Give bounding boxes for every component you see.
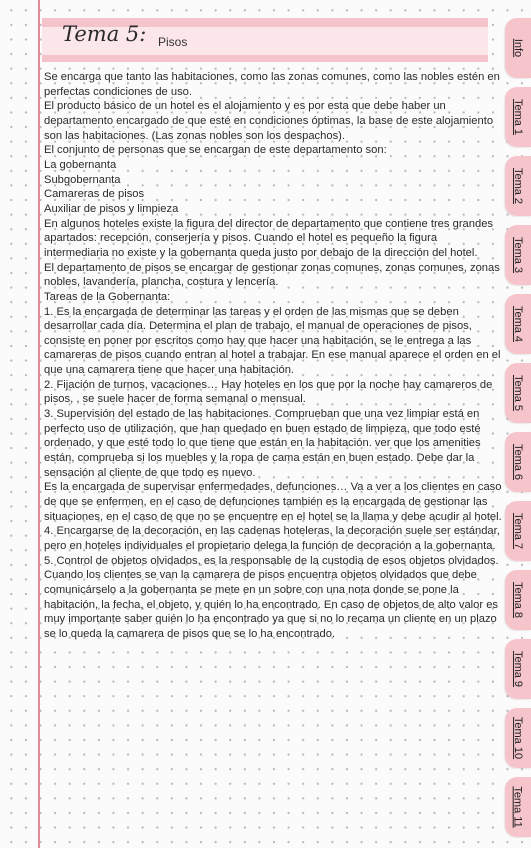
list-item: Camareras de pisos [44, 188, 145, 201]
tab-tema-8[interactable] [505, 570, 531, 630]
paragraph: Es la encargada de supervisar enfermedades, defunciones… Va a ver a los clientes en caso de que se enfermen, en el caso de defunciones también es la encargada de gestionar las situaciones, en el caso de que no se encuentre en el hotel se la llama y debe acudir al hotel. [44, 481, 502, 523]
tab-tema-3[interactable] [505, 225, 531, 285]
paragraph: En algunos hoteles existe la figura del director de departamento que contiene tres grandes apartados: recepción, conserjería y pisos. Cuando el hotel es pequeño la figura intermediaria no existe y la gobernanta queda justo por debajo de la dirección del hotel. [44, 217, 494, 259]
tab-label: Tema 1 [512, 98, 525, 136]
paragraph: 2. Fijación de turnos, vacaciones… Hay hoteles en los que por la noche hay camareros de pisos, , se suele hacer de forma semanal o mensual. [44, 378, 493, 406]
paragraph: El conjunto de personas que se encargan de este departamento son: [44, 144, 387, 157]
tab-tema-4[interactable] [505, 294, 531, 354]
tab-tema-11[interactable] [505, 777, 531, 837]
tab-label: Info [511, 38, 524, 58]
tab-label: Tema 4 [512, 305, 525, 343]
tab-label: Tema 10 [512, 716, 525, 760]
section-tabs [505, 18, 531, 848]
tab-label: Tema 7 [512, 512, 525, 550]
paragraph: El departamento de pisos se encargar de gestionar zonas comunes, zonas comunes, zonas nobles, lavandería, plancha, costura y lencería. [44, 261, 500, 289]
tab-label: Tema 3 [512, 236, 525, 274]
tab-tema-10[interactable] [505, 708, 531, 768]
paragraph: 4. Encargarse de la decoración, en las cadenas hoteleras, la decoración suele ser estándar, pero en hoteles individuales el propietario delega la función de decoración a la gobernanta. [44, 525, 500, 552]
margin-line [38, 0, 40, 848]
notes-body [44, 70, 502, 642]
paragraph: El producto básico de un hotel es el alojamiento y es por esta que debe haber un departamento encargado de que esté en condiciones óptimas, la base de este alojamiento son las habitaciones. (Las zonas nobles son los despachos). [44, 100, 494, 142]
tab-tema-7[interactable] [505, 501, 531, 561]
paragraph: 1. Es la encargada de determinar las tareas y el orden de las mismas que se deben desarrollar cada día. Determina el plan de trabajo, el manual de operaciones de pisos, consiste en poner por escritos como hay que hacer una habitación, se le entrega a las camareras de pisos cuando entran al hotel a trabajar. En ese manual aparece el orden en el que una camarera tiene que hacer una habitación. [44, 305, 501, 377]
tab-info[interactable] [505, 18, 531, 78]
tab-label: Tema 2 [512, 167, 525, 205]
tab-tema-9[interactable] [505, 639, 531, 699]
paragraph: 3. Supervisión del estado de las habitaciones. Comprueban que una vez limpiar está en perfecto uso de utilización, que han quedado en buen estado de limpieza, que todo esté ordenado, y que esté todo lo que tiene que están en la habitación. ver que los amenities están, comprueba si los muebles y la ropa de cama están en buen estado. Debe dar la sensación al cliente de que todo es nuevo. [44, 408, 481, 479]
list-item: La gobernanta [44, 158, 117, 171]
tab-label: Tema 8 [512, 581, 525, 619]
page-title: Tema 5: [62, 22, 147, 46]
tab-tema-5[interactable] [505, 363, 531, 423]
tab-tema-2[interactable] [505, 156, 531, 216]
tab-tema-1[interactable] [505, 87, 531, 147]
tab-tema-6[interactable] [505, 432, 531, 492]
tab-label: Tema 5 [512, 374, 525, 412]
tab-label: Tema 6 [512, 443, 525, 481]
section-heading: Tareas de la Gobernanta: [44, 290, 171, 303]
list-item: Subgobernanta [44, 173, 121, 186]
paragraph: 5. Control de objetos olvidados, es la responsable de la custodia de esos objetos olvidados. Cuando los clientes se van la camarera de pisos encuentra objetos olvidados que debe comunicárselo a la gobernanta se mete en un sobre con una nota donde se pone la habitación, la fecha, el objeto, y quién lo ha encontrado. En caso de objetos de alto valor es muy importante saber quién lo ha encontrado ya que si no lo recama un cliente en un plazo se lo queda la camarera de pisos que se lo ha encontrado. [44, 554, 499, 640]
page-subtitle: Pisos [158, 35, 188, 49]
paragraph: Se encarga que tanto las habitaciones, como las zonas comunes, como las nobles estén en perfectas condiciones de uso. [44, 71, 500, 98]
tab-label: Tema 11 [512, 786, 524, 828]
list-item: Auxiliar de pisos y limpieza [44, 202, 179, 215]
tab-label: Tema 9 [512, 650, 525, 688]
